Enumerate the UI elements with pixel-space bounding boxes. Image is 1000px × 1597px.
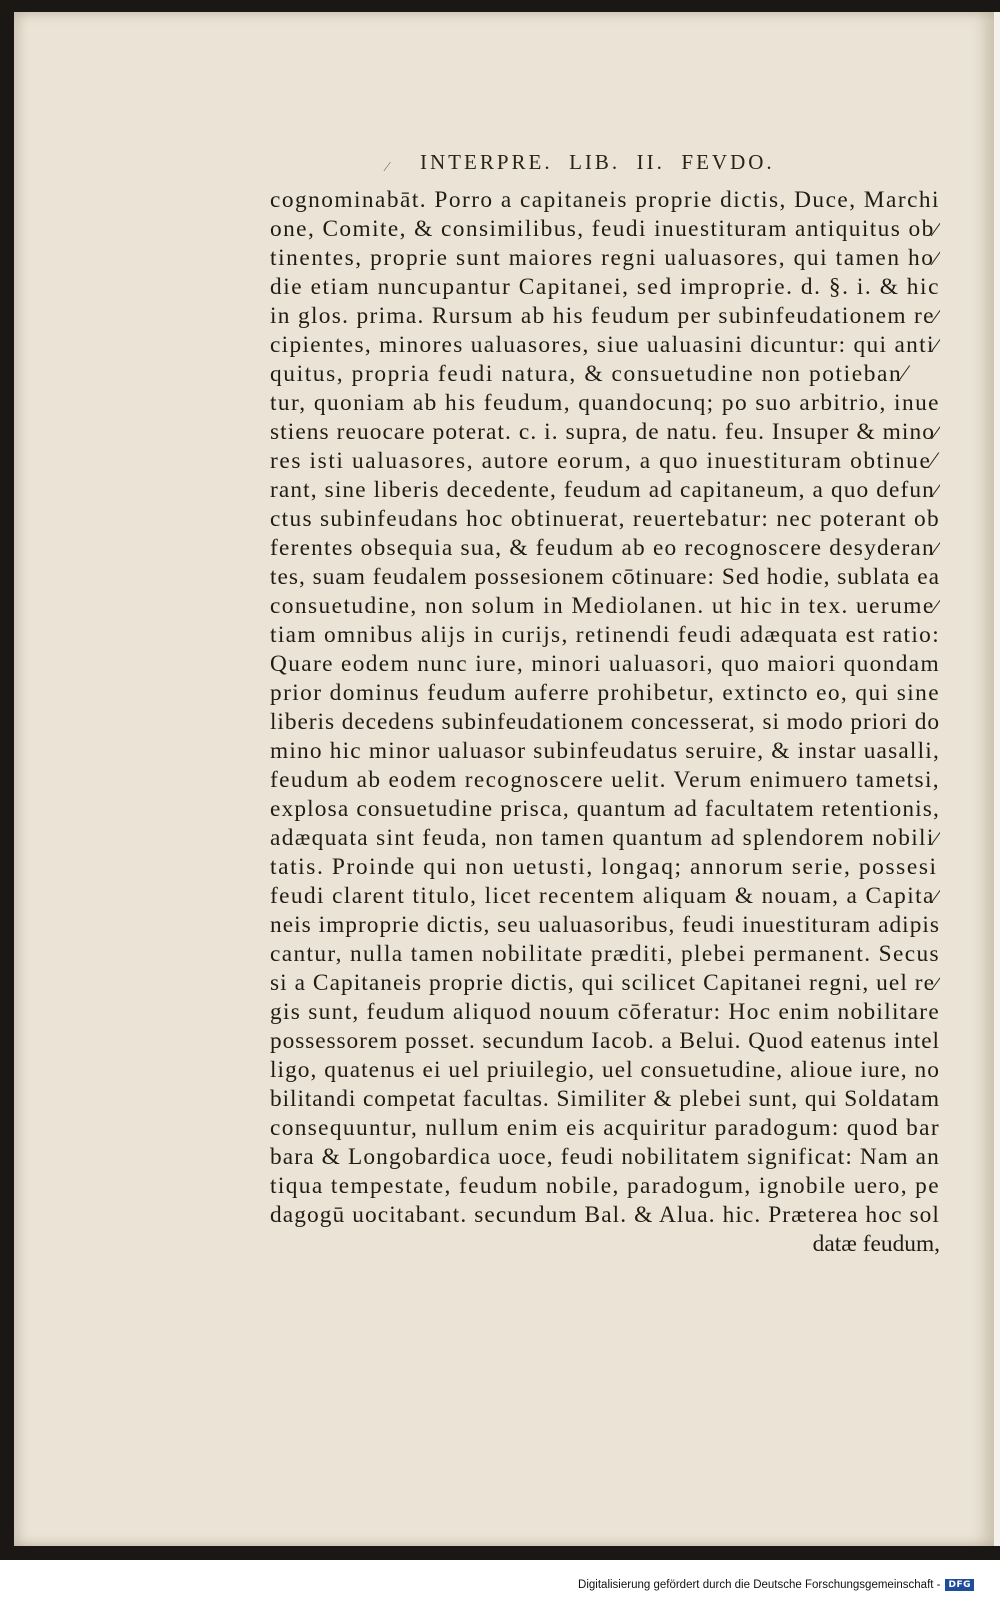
body-text — [270, 186, 940, 1259]
text-line: bara & Longobardica uoce, feudi nobilitatem significat: Nam an — [270, 1144, 940, 1170]
text-line: quitus, propria feudi natura, & consuetudine non potieban⁄ — [270, 361, 908, 387]
text-line: Quare eodem nunc iure, minori ualuasori, quo maiori quondam — [270, 651, 940, 677]
text-line: cipientes, minores ualuasores, siue ualuasini dicuntur: qui anti⁄ — [270, 332, 940, 358]
text-line: bilitandi competat facultas. Similiter & plebei sunt, qui Soldatam — [270, 1086, 940, 1112]
text-line: tiqua tempestate, feudum nobile, paradogum, ignobile uero, pe — [270, 1173, 940, 1199]
running-title: INTERPRE. LIB. II. FEVDO. — [420, 150, 775, 174]
text-line: possessorem posset. secundum Iacob. a Belui. Quod eatenus intel — [270, 1028, 940, 1054]
text-line: si a Capitaneis proprie dictis, qui scilicet Capitanei regni, uel re⁄ — [270, 970, 940, 996]
text-line: consequuntur, nullum enim eis acquiritur paradogum: quod bar — [270, 1115, 940, 1141]
text-line: tinentes, proprie sunt maiores regni ualuasores, qui tamen ho⁄ — [270, 245, 940, 271]
text-line: tatis. Proinde qui non uetusti, longaq; annorum serie, possesi — [270, 854, 938, 880]
header-mark: ⁄ — [386, 160, 389, 175]
text-line: cognominabāt. Porro a capitaneis proprie dictis, Duce, Marchi — [270, 187, 940, 213]
credit-text: Digitalisierung gefördert durch die Deutsche Forschungsgemeinschaft - — [578, 1579, 941, 1591]
text-line: cantur, nulla tamen nobilitate præditi, plebei permanent. Secus — [270, 941, 940, 967]
text-line: feudi clarent titulo, licet recentem aliquam & nouam, a Capita⁄ — [270, 883, 940, 909]
text-line: gis sunt, feudum aliquod nouum cōferatur: Hoc enim nobilitare — [270, 999, 940, 1025]
text-line: ligo, quatenus ei uel priuilegio, uel consuetudine, alioue iure, no — [270, 1057, 940, 1083]
text-line: neis improprie dictis, seu ualuasoribus, feudi inuestituram adipis — [270, 912, 940, 938]
text-line: ferentes obsequia sua, & feudum ab eo recognoscere desyderan⁄ — [270, 535, 940, 561]
text-line: explosa consuetudine prisca, quantum ad facultatem retentionis, — [270, 796, 940, 822]
text-line: one, Comite, & consimilibus, feudi inuestituram antiquitus ob⁄ — [270, 216, 940, 242]
page-edge — [994, 12, 1000, 1546]
text-line: adæquata sint feuda, non tamen quantum ad splendorem nobili⁄ — [270, 825, 940, 851]
text-line: in glos. prima. Rursum ab his feudum per subinfeudationem re⁄ — [270, 303, 940, 329]
dfg-logo: DFG — [945, 1579, 974, 1591]
text-line: ctus subinfeudans hoc obtinuerat, reuertebatur: nec poterant ob — [270, 506, 940, 532]
text-line: stiens reuocare poterat. c. i. supra, de natu. feu. Insuper & mino⁄ — [270, 419, 940, 445]
text-line: prior dominus feudum auferre prohibetur, extincto eo, qui sine — [270, 680, 940, 706]
catchword: datæ feudum, — [812, 1231, 940, 1257]
text-line: liberis decedens subinfeudationem concesserat, si modo priori do — [270, 709, 940, 735]
text-line: rant, sine liberis decedente, feudum ad capitaneum, a quo defun⁄ — [270, 477, 940, 503]
text-line: feudum ab eodem recognoscere uelit. Verum enimuero tametsi, — [270, 767, 940, 793]
text-line: dagogū uocitabant. secundum Bal. & Alua. hic. Præterea hoc sol — [270, 1202, 940, 1228]
text-line: tes, suam feudalem possesionem cōtinuare: Sed hodie, sublata ea — [270, 564, 940, 590]
text-line: tiam omnibus alijs in curijs, retinendi feudi adæquata est ratio: — [270, 622, 940, 648]
text-line: consuetudine, non solum in Mediolanen. ut hic in tex. uerume⁄ — [270, 593, 940, 619]
text-line: mino hic minor ualuasor subinfeudatus seruire, & instar uasalli, — [270, 738, 940, 764]
text-line: die etiam nuncupantur Capitanei, sed improprie. d. §. i. & hic — [270, 274, 940, 300]
text-line: res isti ualuasores, autore eorum, a quo inuestituram obtinue⁄ — [270, 448, 937, 474]
text-line: tur, quoniam ab his feudum, quandocunq; po suo arbitrio, inue — [270, 390, 940, 416]
digitization-credit — [578, 1579, 974, 1591]
